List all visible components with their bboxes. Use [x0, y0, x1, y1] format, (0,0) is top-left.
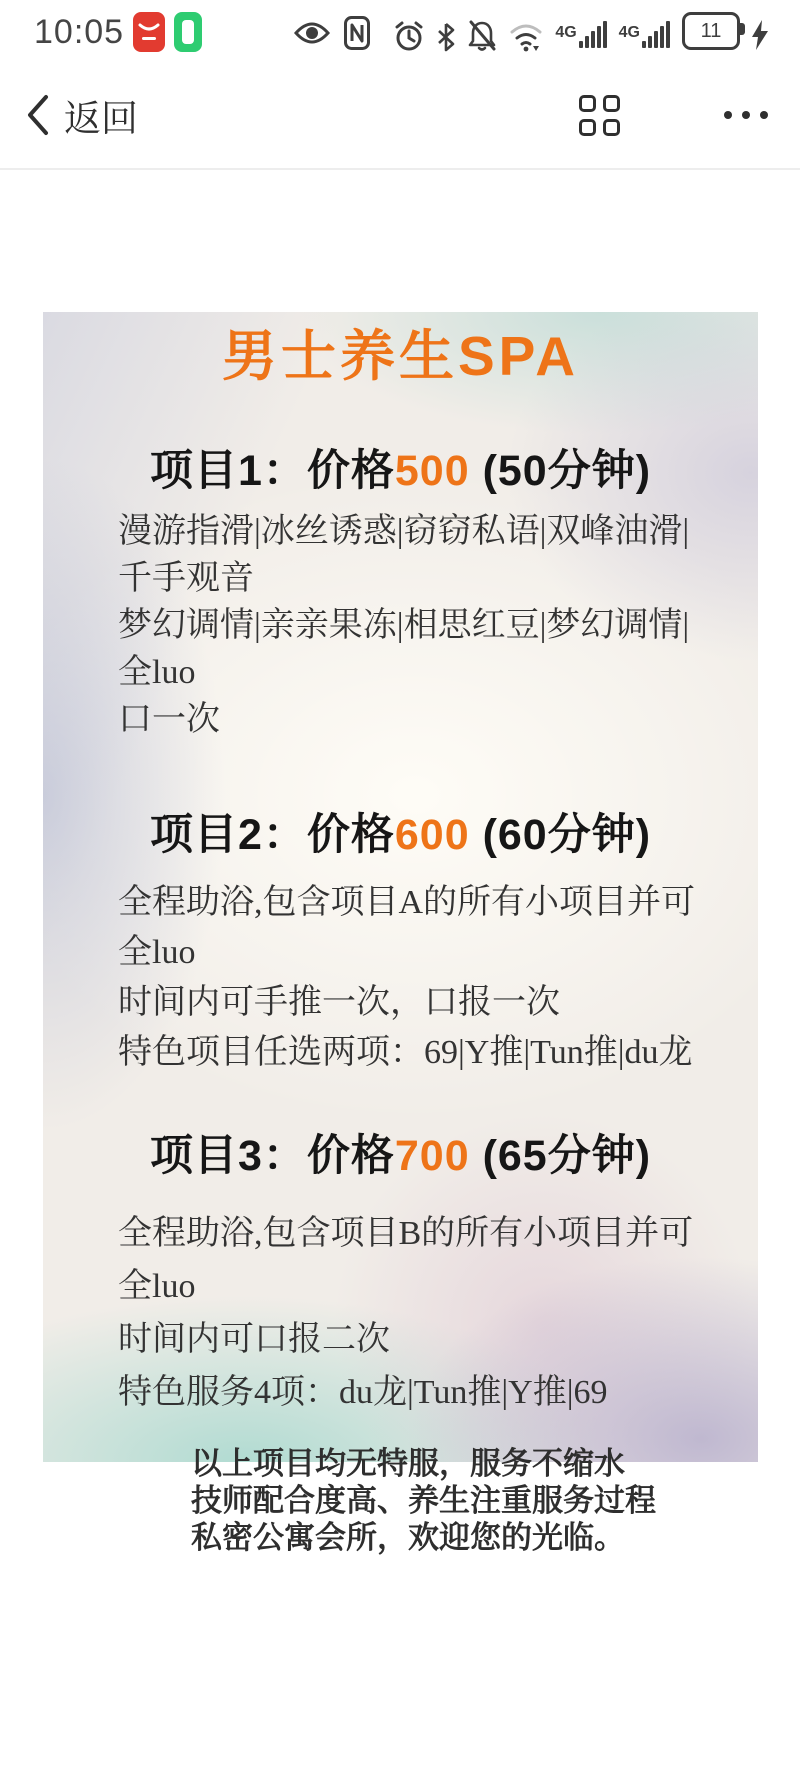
section-2-heading-prefix: 项目2：价格 [149, 811, 395, 859]
section-1-heading-suffix: (50分钟) [469, 447, 652, 495]
section-2-body [118, 878, 710, 1078]
status-bar [0, 0, 800, 62]
section-1-body [118, 508, 710, 743]
red-app-badge [133, 12, 165, 52]
section-3-heading-prefix: 项目3：价格 [149, 1132, 395, 1180]
section-2-heading [43, 801, 758, 862]
section-3-price: 700 [394, 1132, 470, 1180]
battery-percent: 11 [700, 19, 722, 42]
status-left-group [34, 12, 202, 52]
body-line: 口一次 [118, 701, 220, 738]
sim1-network-label: 4G [555, 24, 577, 41]
footer-line: 私密公寓会所，欢迎您的光临。 [191, 1520, 625, 1555]
alarm-icon [393, 20, 425, 52]
footer-line: 以上项目均无特服，服务不缩水 [191, 1446, 625, 1481]
body-line: 梦幻调情|亲亲果冻|相思红豆|梦幻调情|全luo [118, 607, 690, 691]
clock-time: 10:05 [34, 12, 125, 51]
body-line: 漫游指滑|冰丝诱惑|窃窃私语|双峰油滑|千手观音 [118, 513, 690, 597]
body-line: 特色项目任选两项：69|Y推|Tun推|du龙 [118, 1034, 693, 1071]
body-line: 时间内可口报二次 [118, 1321, 390, 1358]
nfc-icon [344, 16, 370, 50]
section-item-1 [43, 437, 758, 743]
section-1-heading-prefix: 项目1：价格 [149, 447, 395, 495]
nav-right-group [579, 95, 768, 136]
section-2-price: 600 [394, 811, 470, 859]
nav-bar [0, 62, 800, 170]
wifi-icon [509, 22, 543, 52]
footer-line: 技师配合度高、养生注重服务过程 [191, 1483, 656, 1518]
bluetooth-icon [437, 22, 455, 52]
charging-bolt-icon [752, 20, 768, 50]
more-dots-icon[interactable] [724, 111, 768, 119]
section-1-price: 500 [394, 447, 470, 495]
body-line: 特色服务4项：du龙|Tun推|Y推|69 [118, 1374, 608, 1411]
signal-bars [642, 21, 670, 48]
section-3-body [118, 1207, 710, 1419]
back-button[interactable] [26, 88, 138, 142]
section-3-heading-suffix: (65分钟) [469, 1132, 652, 1180]
eye-comfort-icon [294, 21, 330, 45]
battery-icon [682, 12, 740, 50]
body-line: 全程助浴,包含项目B的所有小项目并可全luo [118, 1215, 694, 1305]
mute-bell-icon [467, 20, 497, 52]
section-3-heading [43, 1122, 758, 1183]
sim2-signal [619, 21, 670, 52]
grid-view-icon[interactable] [579, 95, 620, 136]
status-mid-group [294, 16, 370, 50]
section-2-heading-suffix: (60分钟) [469, 811, 652, 859]
poster-footer-note [191, 1445, 698, 1556]
status-right-group [393, 12, 768, 52]
sim1-signal [555, 21, 606, 52]
body-line: 时间内可手推一次，口报一次 [118, 984, 560, 1021]
section-item-2 [43, 801, 758, 1078]
poster-title: 男士养生SPA [221, 325, 579, 387]
spa-price-poster[interactable] [43, 312, 758, 1555]
body-line: 全程助浴,包含项目A的所有小项目并可全luo [118, 884, 696, 971]
sim2-network-label: 4G [618, 24, 640, 41]
signal-bars [579, 21, 607, 48]
section-item-3 [43, 1122, 758, 1419]
green-app-badge [174, 12, 202, 52]
back-chevron-icon [26, 94, 50, 136]
back-button-label: 返回 [64, 98, 138, 139]
section-1-heading [43, 437, 758, 498]
